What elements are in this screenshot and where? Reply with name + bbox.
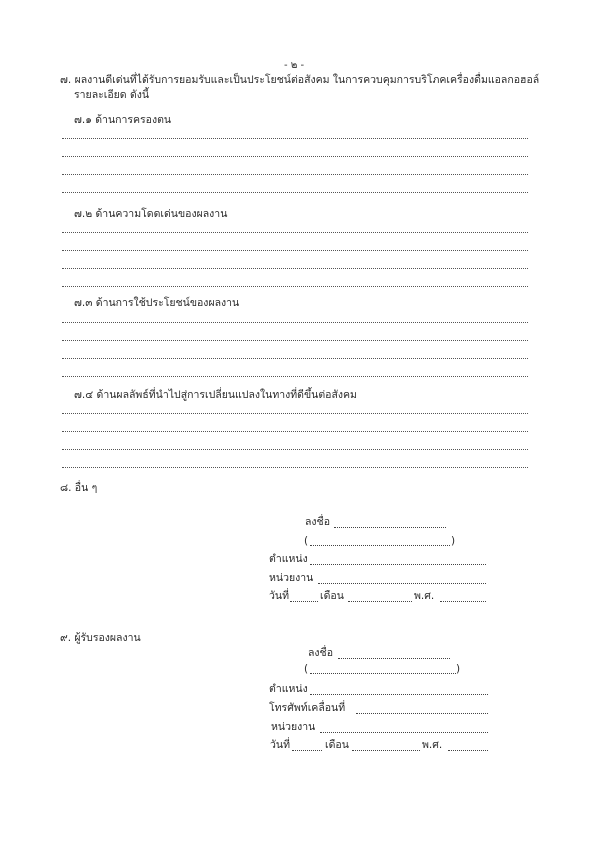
position-field[interactable] [310,564,486,565]
year-label: พ.ศ. [414,590,435,602]
year-field[interactable] [440,601,486,602]
answer-line[interactable] [62,340,528,341]
section-7-heading-cont: รายละเอียด ดังนี้ [74,89,150,101]
day-field[interactable] [290,601,318,602]
mobile-label: โทรศัพท์เคลื่อนที่ [269,702,346,714]
sign-label: ลงชื่อ [308,647,333,659]
answer-line[interactable] [62,413,528,414]
page-number: - ๒ - [284,60,305,71]
answer-line[interactable] [62,156,528,157]
section-7-4-label: ๗.๔ ด้านผลลัพธ์ที่นำไปสู่การเปลี่ยนแปลงในทางที่ดีขึ้นต่อสังคม [74,389,357,401]
section-7-3-label: ๗.๓ ด้านการใช้ประโยชน์ของผลงาน [74,297,240,309]
agency-field[interactable] [318,583,486,584]
section-7-1-label: ๗.๑ ด้านการครองตน [74,114,172,126]
answer-line[interactable] [62,358,528,359]
section-9-heading: ๙. ผู้รับรองผลงาน [60,632,141,644]
paren-close: ) [456,663,461,675]
answer-line[interactable] [62,376,528,377]
section-7-heading: ๗. ผลงานดีเด่นที่ได้รับการยอมรับและเป็นประโยชน์ต่อสังคม ในการควบคุมการบริโภคเครื่องดื่มแอลกอฮอล์ [60,74,540,86]
section-7-2-label: ๗.๒ ด้านความโดดเด่นของผลงาน [74,208,228,220]
month-label: เดือน [320,590,344,602]
day-field[interactable] [292,750,322,751]
answer-line[interactable] [62,322,528,323]
answer-line[interactable] [62,268,528,269]
agency-label: หน่วยงาน [271,721,316,733]
answer-line[interactable] [62,232,528,233]
agency-label: หน่วยงาน [269,572,314,584]
position-field[interactable] [310,694,488,695]
position-label: ตำแหน่ง [269,553,308,565]
month-field[interactable] [348,601,412,602]
paren-close: ) [451,535,456,547]
name-field[interactable] [310,545,450,546]
month-field[interactable] [352,750,420,751]
agency-field[interactable] [320,732,488,733]
date-label: วันที่ [270,739,290,751]
sign-field[interactable] [334,527,446,528]
year-label: พ.ศ. [422,739,443,751]
answer-line[interactable] [62,286,528,287]
paren-open: ( [304,663,309,675]
answer-line[interactable] [62,174,528,175]
sign-field[interactable] [338,658,450,659]
sign-label: ลงชื่อ [305,516,330,528]
month-label: เดือน [325,739,349,751]
date-label: วันที่ [269,590,289,602]
paren-open: ( [304,535,309,547]
answer-line[interactable] [62,250,528,251]
answer-line[interactable] [62,192,528,193]
answer-line[interactable] [62,467,528,468]
position-label: ตำแหน่ง [269,683,308,695]
section-8-heading: ๘. อื่น ๆ [60,482,98,494]
name-field[interactable] [310,673,456,674]
answer-line[interactable] [62,138,528,139]
answer-line[interactable] [62,431,528,432]
year-field[interactable] [448,750,488,751]
answer-line[interactable] [62,449,528,450]
mobile-field[interactable] [356,713,488,714]
